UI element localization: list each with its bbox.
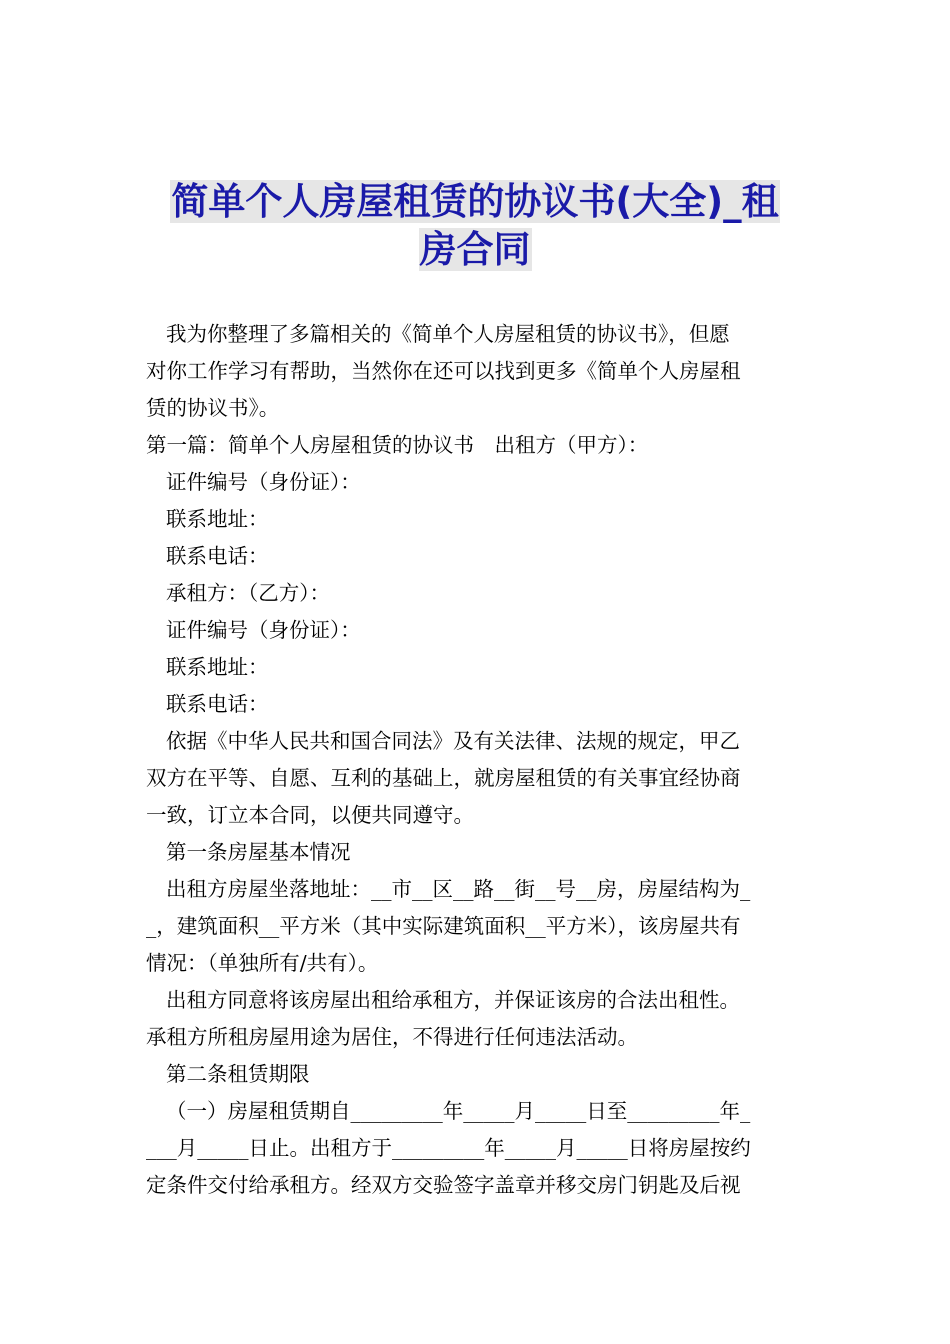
body-line: 联系地址： <box>166 655 269 679</box>
body-line: _，建筑面积__平方米（其中实际建筑面积__平方米），该房屋共有 <box>146 914 741 938</box>
body-line: 第一条房屋基本情况 <box>166 840 351 864</box>
body-line: 联系地址： <box>166 507 269 531</box>
body-line: 双方在平等、自愿、互利的基础上，就房屋租赁的有关事宜经协商 <box>146 766 741 790</box>
body-line: 出租方房屋坐落地址：__市__区__路__街__号__房，房屋结构为_ <box>166 877 751 901</box>
document-body <box>146 316 808 1204</box>
document-title-line-2 <box>140 224 810 276</box>
body-line: 联系电话： <box>166 692 269 716</box>
body-line: 承租方：（乙方）： <box>166 581 330 605</box>
body-line: 证件编号（身份证）： <box>166 470 361 494</box>
body-line: （一）房屋租赁期自_________年_____月_____日至_________年_ <box>166 1099 751 1123</box>
body-line: 情况：（单独所有/共有）。 <box>146 951 379 975</box>
body-line: 一致，订立本合同，以便共同遵守。 <box>146 803 474 827</box>
body-line: 赁的协议书》。 <box>146 396 280 420</box>
title-text-2: 房合同 <box>419 228 531 271</box>
body-line: 出租方同意将该房屋出租给承租方，并保证该房的合法出租性。 <box>166 988 740 1012</box>
body-line: 联系电话： <box>166 544 269 568</box>
body-line: 定条件交付给承租方。经双方交验签字盖章并移交房门钥匙及后视 <box>146 1173 741 1197</box>
body-line: ___月_____日止。出租方于_________年_____月_____日将房屋按约 <box>146 1136 751 1160</box>
body-line: 我为你整理了多篇相关的《简单个人房屋租赁的协议书》，但愿 <box>166 322 730 346</box>
body-line: 证件编号（身份证）： <box>166 618 361 642</box>
document-title-line-1 <box>140 176 810 228</box>
body-line: 第二条租赁期限 <box>166 1062 310 1086</box>
body-line: 承租方所租房屋用途为居住，不得进行任何违法活动。 <box>146 1025 638 1049</box>
body-line: 第一篇：简单个人房屋租赁的协议书 出租方（甲方）： <box>146 433 649 457</box>
body-line: 对你工作学习有帮助，当然你在还可以找到更多《简单个人房屋租 <box>146 359 741 383</box>
title-text-1: 简单个人房屋租赁的协议书(大全)_租 <box>171 180 779 223</box>
body-line: 依据《中华人民共和国合同法》及有关法律、法规的规定，甲乙 <box>166 729 740 753</box>
